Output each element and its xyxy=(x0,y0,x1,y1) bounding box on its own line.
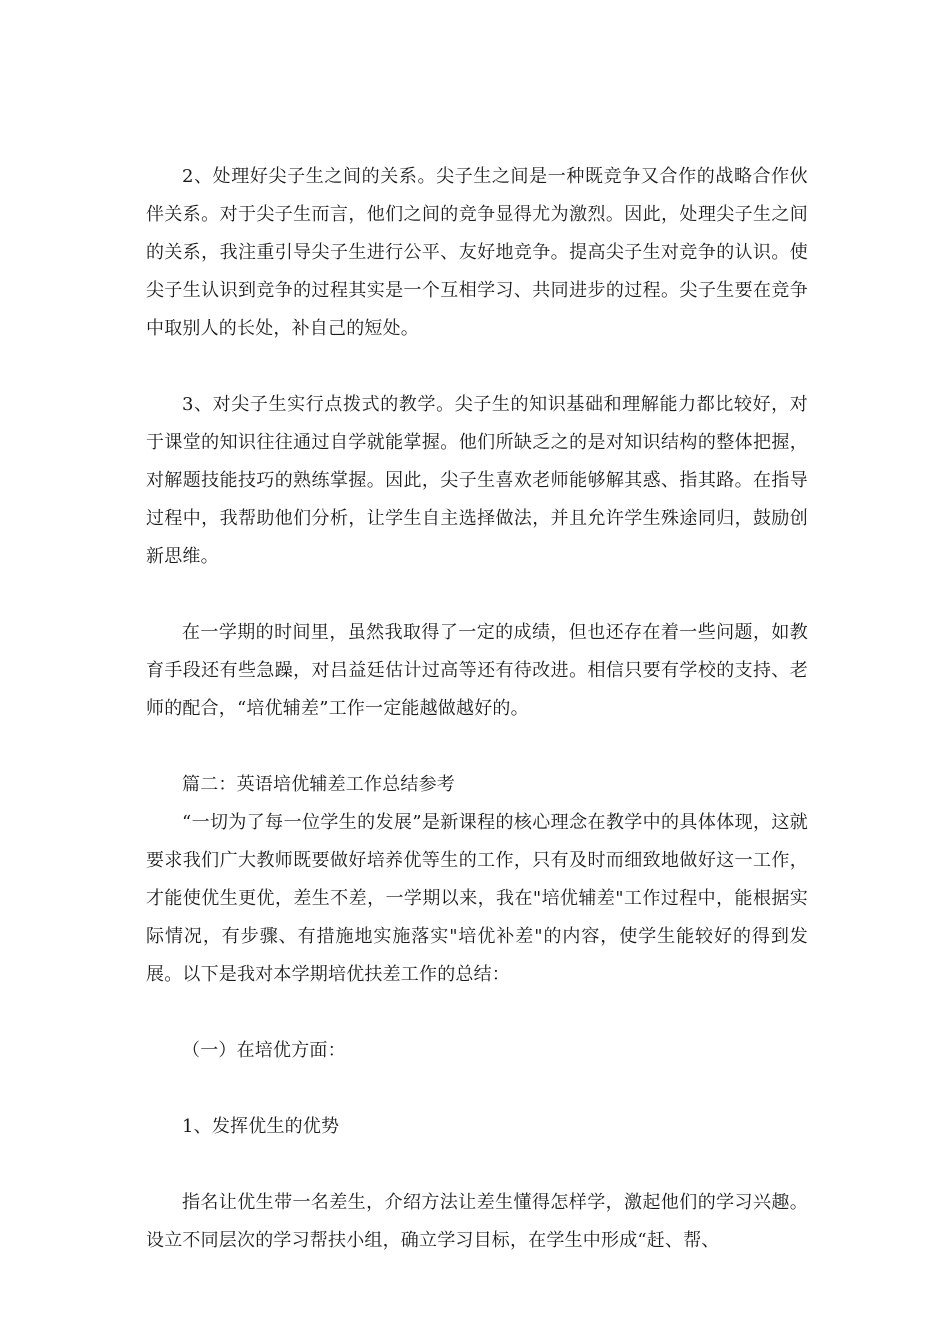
section-title-english: 篇二：英语培优辅差工作总结参考 xyxy=(182,774,455,795)
paragraph-guided-teaching: 3、对尖子生实行点拨式的教学。尖子生的知识基础和理解能力都比较好，对于课堂的知识往往通过自学就能掌握。他们所缺乏之的是对知识结构的整体把握，对解题技能技巧的熟练掌握。因此，尖子生喜欢老师能够解其惑、指其路。在指导过程中，我帮助他们分析，让学生自主选择做法，并且允许学生殊途同归，鼓励创新思维。 xyxy=(146,394,808,567)
subheading-advantages: 1、发挥优生的优势 xyxy=(182,1116,340,1137)
paragraph-top-students-relations: 2、处理好尖子生之间的关系。尖子生之间是一种既竞争又合作的战略合作伙伴关系。对于尖子生而言，他们之间的竞争显得尤为激烈。因此，处理尖子生之间的关系，我注重引导尖子生进行公平、友好地竞争。提高尖子生对竞争的认识。使尖子生认识到竞争的过程其实是一个互相学习、共同进步的过程。尖子生要在竞争中取别人的长处，补自己的短处。 xyxy=(146,166,808,339)
paragraph-semester-summary: 在一学期的时间里，虽然我取得了一定的成绩，但也还存在着一些问题，如教育手段还有些急躁，对吕益廷估计过高等还有待改进。相信只要有学校的支持、老师的配合，“培优辅差”工作一定能越做越好的。 xyxy=(146,622,808,719)
paragraph-peer-help: 指名让优生带一名差生，介绍方法让差生懂得怎样学，激起他们的学习兴趣。设立不同层次的学习帮扶小组，确立学习目标，在学生中形成“赶、帮、 xyxy=(146,1192,808,1251)
document-page xyxy=(146,158,808,1260)
subheading-top-students: （一）在培优方面： xyxy=(182,1040,346,1061)
paragraph-english-intro: “一切为了每一位学生的发展”是新课程的核心理念在教学中的具体体现，这就要求我们广大教师既要做好培养优等生的工作，只有及时而细致地做好这一工作，才能使优生更优，差生不差，一学期以来，我在"培优辅差"工作过程中，能根据实际情况，有步骤、有措施地实施落实"培优补差"的内容，使学生能较好的得到发展。以下是我对本学期培优扶差工作的总结： xyxy=(146,812,808,985)
